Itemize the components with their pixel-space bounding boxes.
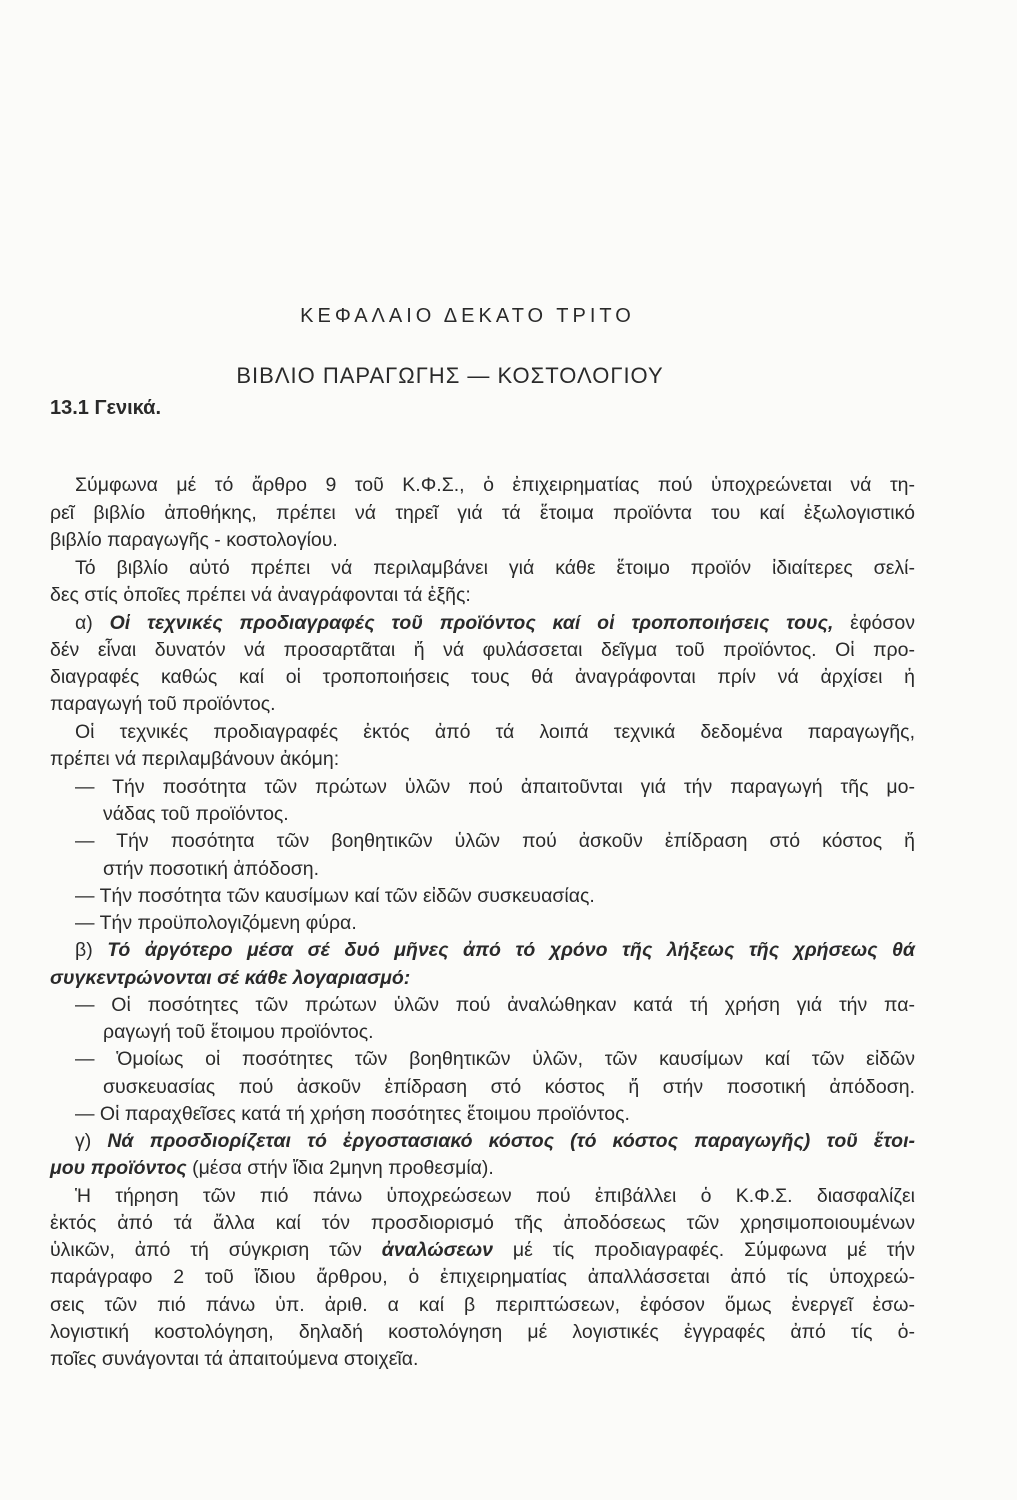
text-line (75, 1102, 630, 1126)
text-segment: δέν εἶναι δυνατόν νά προσαρτᾶται ἤ νά φυλάσσεται δεῖγμα τοῦ προϊόντος. Οἱ προ- (50, 639, 915, 661)
text-segment: β) (75, 939, 108, 961)
text-segment: — Οἱ ποσότητες τῶν πρώτων ὑλῶν πού ἀναλώθηκαν κατά τή χρήση γιά τήν πα- (75, 994, 915, 1016)
text-line (50, 966, 410, 990)
text-line (50, 1265, 915, 1289)
emphasized-text: Τό ἀργότερο μέσα σέ δυό μῆνες ἀπό τό χρόνο τῆς λήξεως τῆς χρήσεως θά (107, 939, 915, 961)
text-line (50, 1320, 915, 1344)
text-segment: — Τήν ποσότητα τῶν καυσίμων καί τῶν εἰδῶν συσκευασίας. (75, 885, 595, 907)
text-line (75, 1129, 915, 1153)
text-line (75, 911, 357, 935)
text-segment: μέ τίς προδιαγραφές. Σύμφωνα μέ τήν (493, 1239, 916, 1261)
text-line (50, 692, 276, 716)
text-line (75, 611, 915, 635)
text-segment: Τό βιβλίο αὐτό πρέπει νά περιλαμβάνει γιά κάθε ἕτοιμο προϊόν ἰδιαίτερες σελί- (75, 557, 915, 579)
text-segment: Σύμφωνα μέ τό ἄρθρο 9 τοῦ Κ.Φ.Σ., ὁ ἐπιχειρηματίας πού ὑποχρεώνεται νά τη- (75, 474, 915, 496)
text-segment: σεις τῶν πιό πάνω ὑπ. ἀριθ. α καί β περιπτώσεων, ἐφόσον ὅμως ἐνεργεῖ ἐσω- (50, 1294, 915, 1316)
text-segment: δες στίς ὁποῖες πρέπει νά ἀναγράφονται τά ἑξῆς: (50, 584, 471, 606)
text-line (75, 775, 915, 799)
text-line (103, 802, 289, 826)
text-segment: στήν ποσοτική ἀπόδοση. (103, 858, 319, 880)
emphasized-text: Νά προσδιορίζεται τό ἐργοστασιακό κόστος (τό κόστος παραγωγῆς) τοῦ ἕτοι- (107, 1130, 915, 1152)
text-line (75, 1184, 915, 1208)
text-segment: — Οἱ παραχθεῖσες κατά τή χρήση ποσότητες ἕτοιμου προϊόντος. (75, 1103, 630, 1125)
text-segment: ραγωγή τοῦ ἕτοιμου προϊόντος. (103, 1021, 374, 1043)
text-line (103, 1020, 374, 1044)
emphasized-text: ἀναλώσεων (381, 1239, 493, 1261)
text-segment: ποῖες συνάγονται τά ἀπαιτούμενα στοιχεῖα. (50, 1348, 419, 1370)
emphasized-text: συγκεντρώνονται σέ κάθε λογαριασμό: (50, 967, 411, 989)
text-segment: — Τήν προϋπολογιζόμενη φύρα. (75, 912, 357, 934)
text-segment: Οἱ τεχνικές προδιαγραφές ἐκτός ἀπό τά λοιπά τεχνικά δεδομένα παραγωγῆς, (75, 721, 915, 743)
text-line (50, 528, 338, 552)
text-segment: — Ὁμοίως οἱ ποσότητες τῶν βοηθητικῶν ὑλῶν, τῶν καυσίμων καί τῶν εἰδῶν (75, 1048, 915, 1070)
text-line (103, 857, 319, 881)
text-line (75, 829, 915, 853)
text-segment: νάδας τοῦ προϊόντος. (103, 803, 289, 825)
text-line (50, 1211, 915, 1235)
book-title: ΒΙΒΛΙΟ ΠΑΡΑΓΩΓΗΣ — ΚΟΣΤΟΛΟΓΙΟΥ (236, 363, 664, 388)
text-line (50, 583, 471, 607)
text-segment: λογιστική κοστολόγηση, δηλαδή κοστολόγηση μέ λογιστικές ἐγγραφές ἀπό τίς ὁ- (50, 1321, 915, 1343)
text-segment: συσκευασίας πού ἀσκοῦν ἐπίδραση στό κόστος ἤ στήν ποσοτική ἀπόδοση. (103, 1076, 915, 1098)
text-line (75, 720, 915, 744)
text-line (75, 556, 915, 580)
text-segment: α) (75, 612, 110, 634)
chapter-title: ΚΕΦΑΛΑΙΟ ΔΕΚΑΤΟ ΤΡΙΤΟ (300, 305, 635, 327)
text-line (50, 638, 915, 662)
text-segment: ἐφόσον (833, 612, 915, 634)
text-segment: γ) (75, 1130, 108, 1152)
text-line (50, 1293, 915, 1317)
text-line (103, 1075, 915, 1099)
text-segment: παραγωγή τοῦ προϊόντος. (50, 693, 276, 715)
text-segment: (μέσα στήν ἴδια 2μηνη προθεσμία). (186, 1157, 494, 1179)
emphasized-text: Οἱ τεχνικές προδιαγραφές τοῦ προϊόντος καί οἱ τροποποιήσεις τους, (109, 612, 834, 634)
text-line (75, 993, 915, 1017)
text-segment: ρεῖ βιβλίο ἀποθήκης, πρέπει νά τηρεῖ γιά τά ἕτοιμα προϊόντα του καί ἐξωλογιστικό (50, 502, 915, 524)
text-line (75, 884, 595, 908)
text-segment: Ἡ τήρηση τῶν πιό πάνω ὑποχρεώσεων πού ἐπιβάλλει ὁ Κ.Φ.Σ. διασφαλίζει (75, 1185, 915, 1207)
text-line (75, 938, 915, 962)
text-line (50, 747, 339, 771)
text-line (50, 1238, 915, 1262)
text-line (75, 473, 915, 497)
text-segment: πρέπει νά περιλαμβάνουν ἀκόμη: (50, 748, 340, 770)
text-line (50, 1347, 418, 1371)
text-segment: βιβλίο παραγωγῆς - κοστολογίου. (50, 529, 338, 551)
text-line (50, 501, 915, 525)
emphasized-text: μου προϊόντος (50, 1157, 187, 1179)
text-segment: διαγραφές καθώς καί οἱ τροποποιήσεις τους θά ἀναγράφονται πρίν νά ἀρχίσει ἡ (50, 666, 915, 688)
text-segment: ὑλικῶν, ἀπό τή σύγκριση τῶν (50, 1239, 382, 1261)
section-heading: 13.1 Γενικά. (50, 397, 162, 419)
text-segment: — Τήν ποσότητα τῶν πρώτων ὑλῶν πού ἀπαιτοῦνται γιά τήν παραγωγή τῆς μο- (75, 776, 915, 798)
text-segment: παράγραφο 2 τοῦ ἴδιου ἄρθρου, ὁ ἐπιχειρηματίας ἀπαλλάσσεται ἀπό τίς ὑποχρεώ- (50, 1266, 915, 1288)
text-line (75, 1047, 915, 1071)
text-line (50, 665, 915, 689)
text-segment: — Τήν ποσότητα τῶν βοηθητικῶν ὑλῶν πού ἀσκοῦν ἐπίδραση στό κόστος ἤ (75, 830, 915, 852)
text-line (50, 1156, 494, 1180)
text-segment: ἐκτός ἀπό τά ἄλλα καί τόν προσδιορισμό τῆς ἀποδόσεως τῶν χρησιμοποιουμένων (50, 1212, 915, 1234)
